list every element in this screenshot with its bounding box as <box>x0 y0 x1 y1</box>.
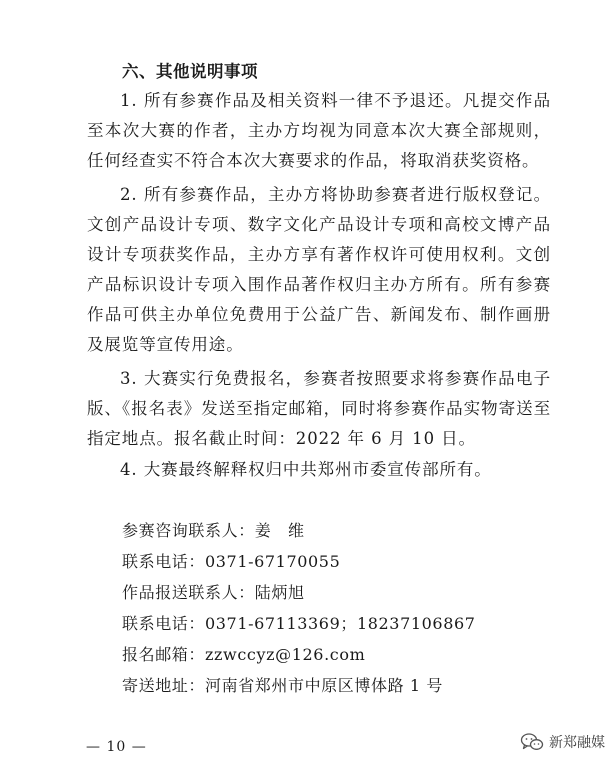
registration-email: 报名邮箱：zzwccyz@126.com <box>122 645 366 664</box>
paragraph-1: 1. 所有参赛作品及相关资料一律不予退还。凡提交作品至本次大赛的作者，主办方均视为同意本次大赛全部规则，任何经查实不符合本次大赛要求的作品，将取消获奖资格。 <box>87 91 551 170</box>
inquiry-contact: 参赛咨询联系人：姜 维 <box>122 521 305 540</box>
wechat-icon <box>520 732 544 752</box>
contact-phone-2: 联系电话：0371-67113369；18237106867 <box>122 614 476 633</box>
mailing-address: 寄送地址：河南省郑州市中原区博体路 1 号 <box>122 676 443 695</box>
watermark-text: 新郑融媒 <box>549 735 605 751</box>
page-number: — 10 — <box>86 739 147 755</box>
paragraph-3: 3. 大赛实行免费报名，参赛者按照要求将参赛作品电子版、《报名表》发送至指定邮箱，同时将参赛作品实物寄送至指定地点。报名截止时间：2022 年 6 月 10 日。 <box>87 369 551 448</box>
contact-block <box>122 515 562 701</box>
submission-contact: 作品报送联系人：陆炳旭 <box>122 583 305 602</box>
paragraph-2: 2. 所有参赛作品，主办方将协助参赛者进行版权登记。文创产品设计专项、数字文化产品设计专项和高校文博产品设计专项获奖作品，主办方享有著作权许可使用权利。文创产品标识设计专项入围作品著作权归主办方所有。所有参赛作品可供主办单位免费用于公益广告、新闻发布、制作画册及展览等宣传用途。 <box>87 185 551 354</box>
watermark <box>520 732 605 752</box>
section-title: 六、其他说明事项 <box>122 62 258 81</box>
paragraph-4: 4. 大赛最终解释权归中共郑州市委宣传部所有。 <box>120 460 492 479</box>
contact-phone-1: 联系电话：0371-67170055 <box>122 552 341 571</box>
